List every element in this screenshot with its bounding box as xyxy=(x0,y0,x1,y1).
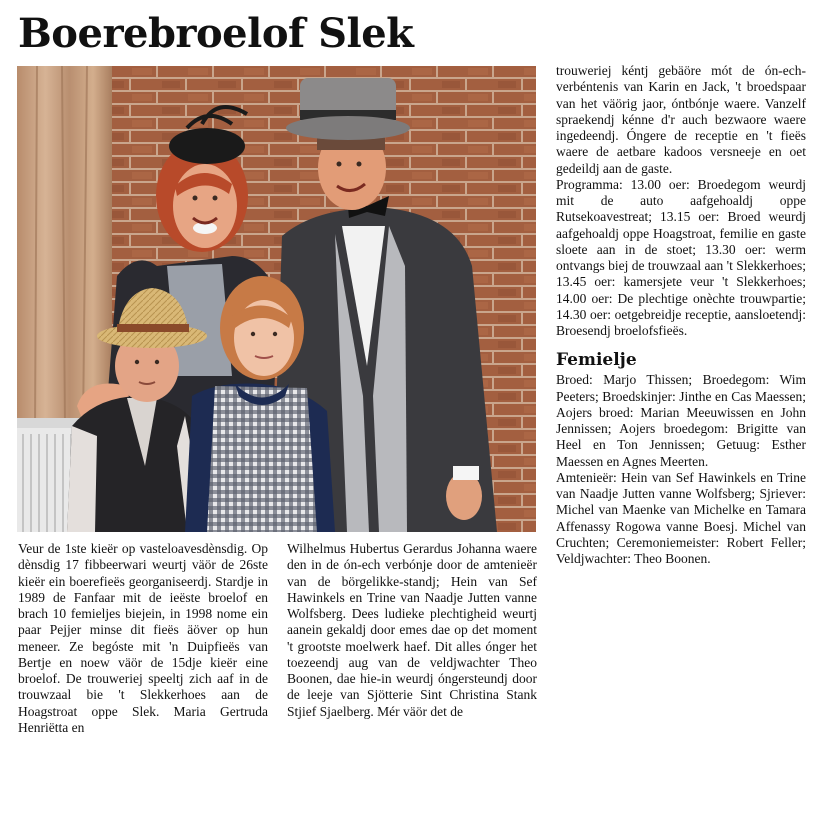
article-photo xyxy=(17,66,536,532)
officials-paragraph: Amtenieër: Hein van Sef Hawinkels en Trine van Naadje Jutten vanne Wolfsberg; Sjriever: Michel van Maenke van Michelke en Tamara Affenassy Rogowa vanne Boesj. Michel van Cruchten; Ceremoniemeister: Robert Feller; Veldjwachter: Theo Boonen. xyxy=(556,469,806,566)
family-paragraph: Broed: Marjo Thissen; Broedegom: Wim Peeters; Broedskinjer: Jinthe en Cas Maessen; Aojers broed: Marian Meeuwissen en John Jennissen; Aojers broedegom: Brigitte van Heel en Ton Jennissen; Getuug: Esther Maessen en Agnes Meerten. xyxy=(556,372,806,469)
text-column-3 xyxy=(556,63,806,567)
text-column-1 xyxy=(18,541,268,736)
article-title: Boerebroelof Slek xyxy=(18,10,414,57)
article-paragraph: trouweriej kéntj gebäöre mót de ón-ech-verbéntenis van Karin en Jack, 't broedspaar van het väörig jaor, óntbónje waere. Vanzelf spraekendj kénne d'r auch bezwaore waere ingedeendj. Óngere de receptie en 't fieës waere de aetbare kadoos versneeje en oet gedeildj aan de gaste. xyxy=(556,63,806,176)
program-paragraph: Programma: 13.00 oer: Broedegom weurdj mit de auto aafgehoaldj oppe Rutsekoavestreat; 13.15 oer: Broed weurdj aafgehoaldj oppe Hoagstroat, femilie en gaste sloete aan in de stoet; 13.30 oer: werm ontvangs biej de trouwzaal aan 't Slekkerhoes; 13.45 oer: kamersjete veur 't Slekkerhoes; 14.00 oer: De plechtige onèchte trouwpartie; 14.30 oer: oetgebreidje receptie, aansloetendj: Broesendj broelofsfieës. xyxy=(556,176,806,338)
section-heading: Femielje xyxy=(556,350,637,371)
article-paragraph: Wilhelmus Hubertus Gerardus Johanna waere den in de ón-ech verbónje door de amtenieër van de börgelikke-standj; Hein van Sef Hawinkels en Trine van Naadje Jutten vanne Wolfsberg. Dees ludieke plechtigheid weurtj aanein gekaldj door emes dae op det moment 't grootste moelwerk haef. Dit alles ónger het toezeendj aug van de veldjwachter Theo Boonen, dae hie-in weurdj óngersteundj door de leeje van Sjötterie Sint Christina Stank Stjief Sjaelberg. Mér väör det de xyxy=(287,541,537,719)
article-paragraph: Veur de 1ste kieër op vasteloavesdènsdig. Op dènsdig 17 fibbeerwari weurtj väör de 26ste kieër ein boerefieës georganiseerdj. Stardje in 1989 de Fanfaar mit de ieëste broelof en brach 10 femieljes biejein, in 1998 nome ein paar Pejjer minse dit fieës äöver op hun meneer. Ze begóste mit 'n Duipfieës van Bertje en noew väör de 15dje kieër eine broelof. De trouweriej speeltj zich aaf in de trouwzaal bie 't Slekkerhoes aan de Hoagstroat oppe Slek. Maria Gertruda Henriëtta en xyxy=(18,541,268,735)
text-column-2 xyxy=(287,541,537,720)
